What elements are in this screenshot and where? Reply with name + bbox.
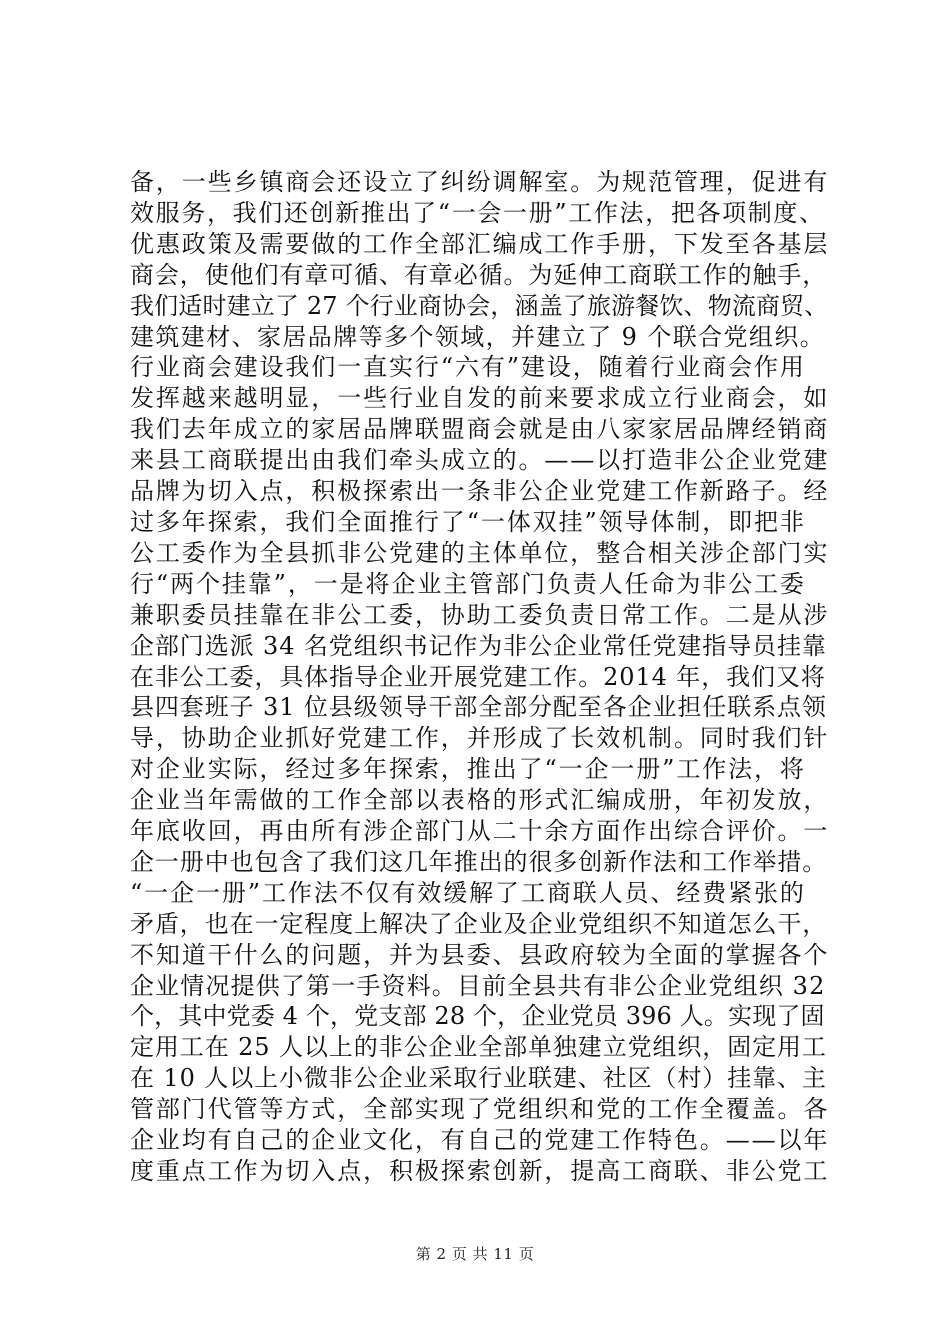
text-line: 企业当年需做的工作全部以表格的形式汇编成册，年初发放， xyxy=(130,786,830,815)
text-line: 商会，使他们有章可循、有章必循。为延伸工商联工作的触手， xyxy=(130,260,828,289)
text-line: 建筑建材、家居品牌等多个领域，并建立了 9 个联合党组织。 xyxy=(130,322,826,351)
text-line: 品牌为切入点，积极探索出一条非公企业党建工作新路子。经 xyxy=(130,477,830,506)
text-line: 个，其中党委 4 个，党支部 28 个，企业党员 396 人。实现了固 xyxy=(130,1002,825,1031)
text-line: 我们去年成立的家居品牌联盟商会就是由八家家居品牌经销商 xyxy=(130,415,830,444)
text-line: 定用工在 25 人以上的非公企业全部单独建立党组织，固定用工 xyxy=(130,1033,827,1062)
text-line: 管部门代管等方式，全部实现了党组织和党的工作全覆盖。各 xyxy=(130,1095,830,1124)
text-line: 年底收回，再由所有涉企部门从二十余方面作出综合评价。一 xyxy=(130,817,830,846)
body-paragraph xyxy=(130,167,830,1187)
text-line: 过多年探索，我们全面推行了“一体双挂”领导体制，即把非 xyxy=(130,507,806,536)
text-line: 企一册中也包含了我们这几年推出的很多创新作法和工作举措。 xyxy=(130,847,828,876)
text-line: 行“两个挂靠”，一是将企业主管部门负责人任命为非公工委 xyxy=(130,569,806,598)
text-line: 对企业实际，经过多年探索，推出了“一企一册”工作法，将 xyxy=(130,755,806,784)
text-line: 来县工商联提出由我们牵头成立的。——以打造非公企业党建 xyxy=(130,446,830,475)
text-line: 我们适时建立了 27 个行业商协会，涵盖了旅游餐饮、物流商贸、 xyxy=(130,291,829,320)
text-line: 企业均有自己的企业文化，有自己的党建工作特色。——以年 xyxy=(130,1126,830,1155)
text-line: 矛盾，也在一定程度上解决了企业及企业党组织不知道怎么干， xyxy=(130,909,828,938)
text-line: 兼职委员挂靠在非公工委，协助工委负责日常工作。二是从涉 xyxy=(130,600,830,629)
text-line: 在非公工委，具体指导企业开展党建工作。2014 年，我们又将 xyxy=(130,662,826,691)
text-line: 效服务，我们还创新推出了“一会一册”工作法，把各项制度、 xyxy=(130,198,825,227)
page-number-footer: 第 2 页 共 11 页 xyxy=(415,1245,535,1263)
text-line: 不知道干什么的问题，并为县委、县政府较为全面的掌握各个 xyxy=(130,940,830,969)
text-line: 优惠政策及需要做的工作全部汇编成工作手册，下发至各基层 xyxy=(130,229,830,258)
text-line: 备，一些乡镇商会还设立了纠纷调解室。为规范管理，促进有 xyxy=(130,168,830,196)
text-line: 在 10 人以上小微非公企业采取行业联建、社区（村）挂靠、主 xyxy=(130,1064,827,1093)
text-line: 公工委作为全县抓非公党建的主体单位，整合相关涉企部门实 xyxy=(130,538,830,567)
text-line: 度重点工作为切入点，积极探索创新，提高工商联、非公党工 xyxy=(130,1157,830,1185)
text-line: 企业情况提供了第一手资料。目前全县共有非公企业党组织 32 xyxy=(130,971,826,1000)
text-line: 企部门选派 34 名党组织书记作为非公企业常任党建指导员挂靠 xyxy=(130,631,827,660)
text-line: 导，协助企业抓好党建工作，并形成了长效机制。同时我们针 xyxy=(130,724,830,753)
text-line: 行业商会建设我们一直实行“六有”建设，随着行业商会作用 xyxy=(130,353,806,382)
text-line: 发挥越来越明显，一些行业自发的前来要求成立行业商会，如 xyxy=(130,384,830,413)
text-line: “一企一册”工作法不仅有效缓解了工商联人员、经费紧张的 xyxy=(130,878,806,907)
text-line: 县四套班子 31 位县级领导干部全部分配至各企业担任联系点领 xyxy=(130,693,827,722)
